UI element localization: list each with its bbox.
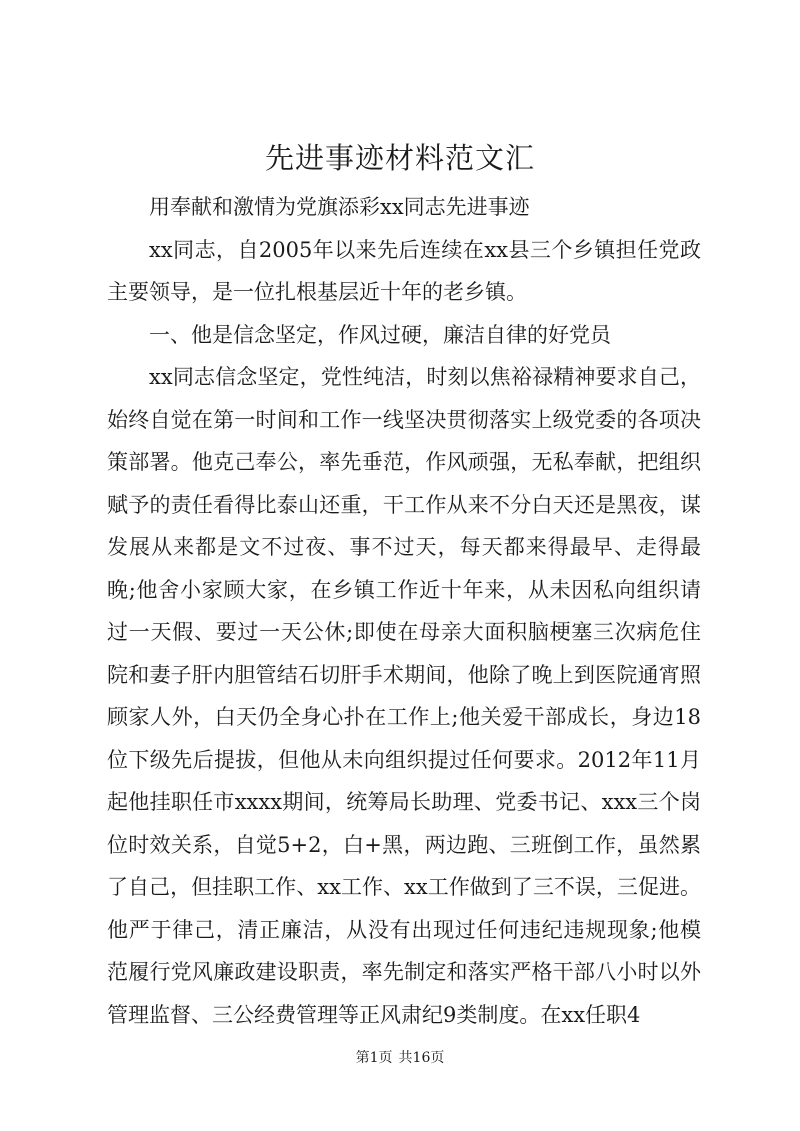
paragraph-intro: xx同志，自2005年以来先后连续在xx县三个乡镇担任党政主要领导，是一位扎根基层近十年的老乡镇。 xyxy=(107,237,701,304)
paragraph-body-1: xx同志信念坚定，党性纯洁，时刻以焦裕禄精神要求自己，始终自觉在第一时间和工作一线坚决贯彻落实上级党委的各项决策部署。他克己奉公，率先垂范，作风顽强，无私奉献，把组织赋予的责任看得比泰山还重，干工作从来不分白天还是黑夜，谋发展从来都是文不过夜、事不过天，每天都来得最早、走得最晚;他舍小家顾大家，在乡镇工作近十年来，从未因私向组织请过一天假、要过一天公休;即使在母亲大面积脑梗塞三次病危住院和妻子肝内胆管结石切肝手术期间，他除了晚上到医院通宵照顾家人外，白天仍全身心扑在工作上;他关爱干部成长，身边18位下级先后提拔，但他从未向组织提过任何要求。2012年11月起他挂职任市xxxx期间，统筹局长助理、党委书记、xxx三个岗位时效关系，自觉5+2，白+黑，两边跑、三班倒工作，虽然累了自己，但挂职工作、xx工作、xx工作做到了三不误，三促进。他严于律己，清正廉洁，从没有出现过任何违纪违规现象;他模范履行党风廉政建设职责，率先制定和落实严格干部八小时以外管理监督、三公经费管理等正风肃纪9类制度。在xx任职4 xyxy=(107,365,701,1027)
page-total: 共16页 xyxy=(398,1050,445,1066)
page-footer xyxy=(0,1048,800,1068)
paragraph-heading-1: 一、他是信念坚定，作风过硬，廉洁自律的好党员 xyxy=(149,322,611,347)
paragraph-subtitle: 用奉献和激情为党旗添彩xx同志先进事迹 xyxy=(149,195,530,219)
document-body xyxy=(107,186,701,1036)
document-title: 先进事迹材料范文汇 xyxy=(264,141,535,175)
page-number: 第1页 xyxy=(355,1050,393,1066)
